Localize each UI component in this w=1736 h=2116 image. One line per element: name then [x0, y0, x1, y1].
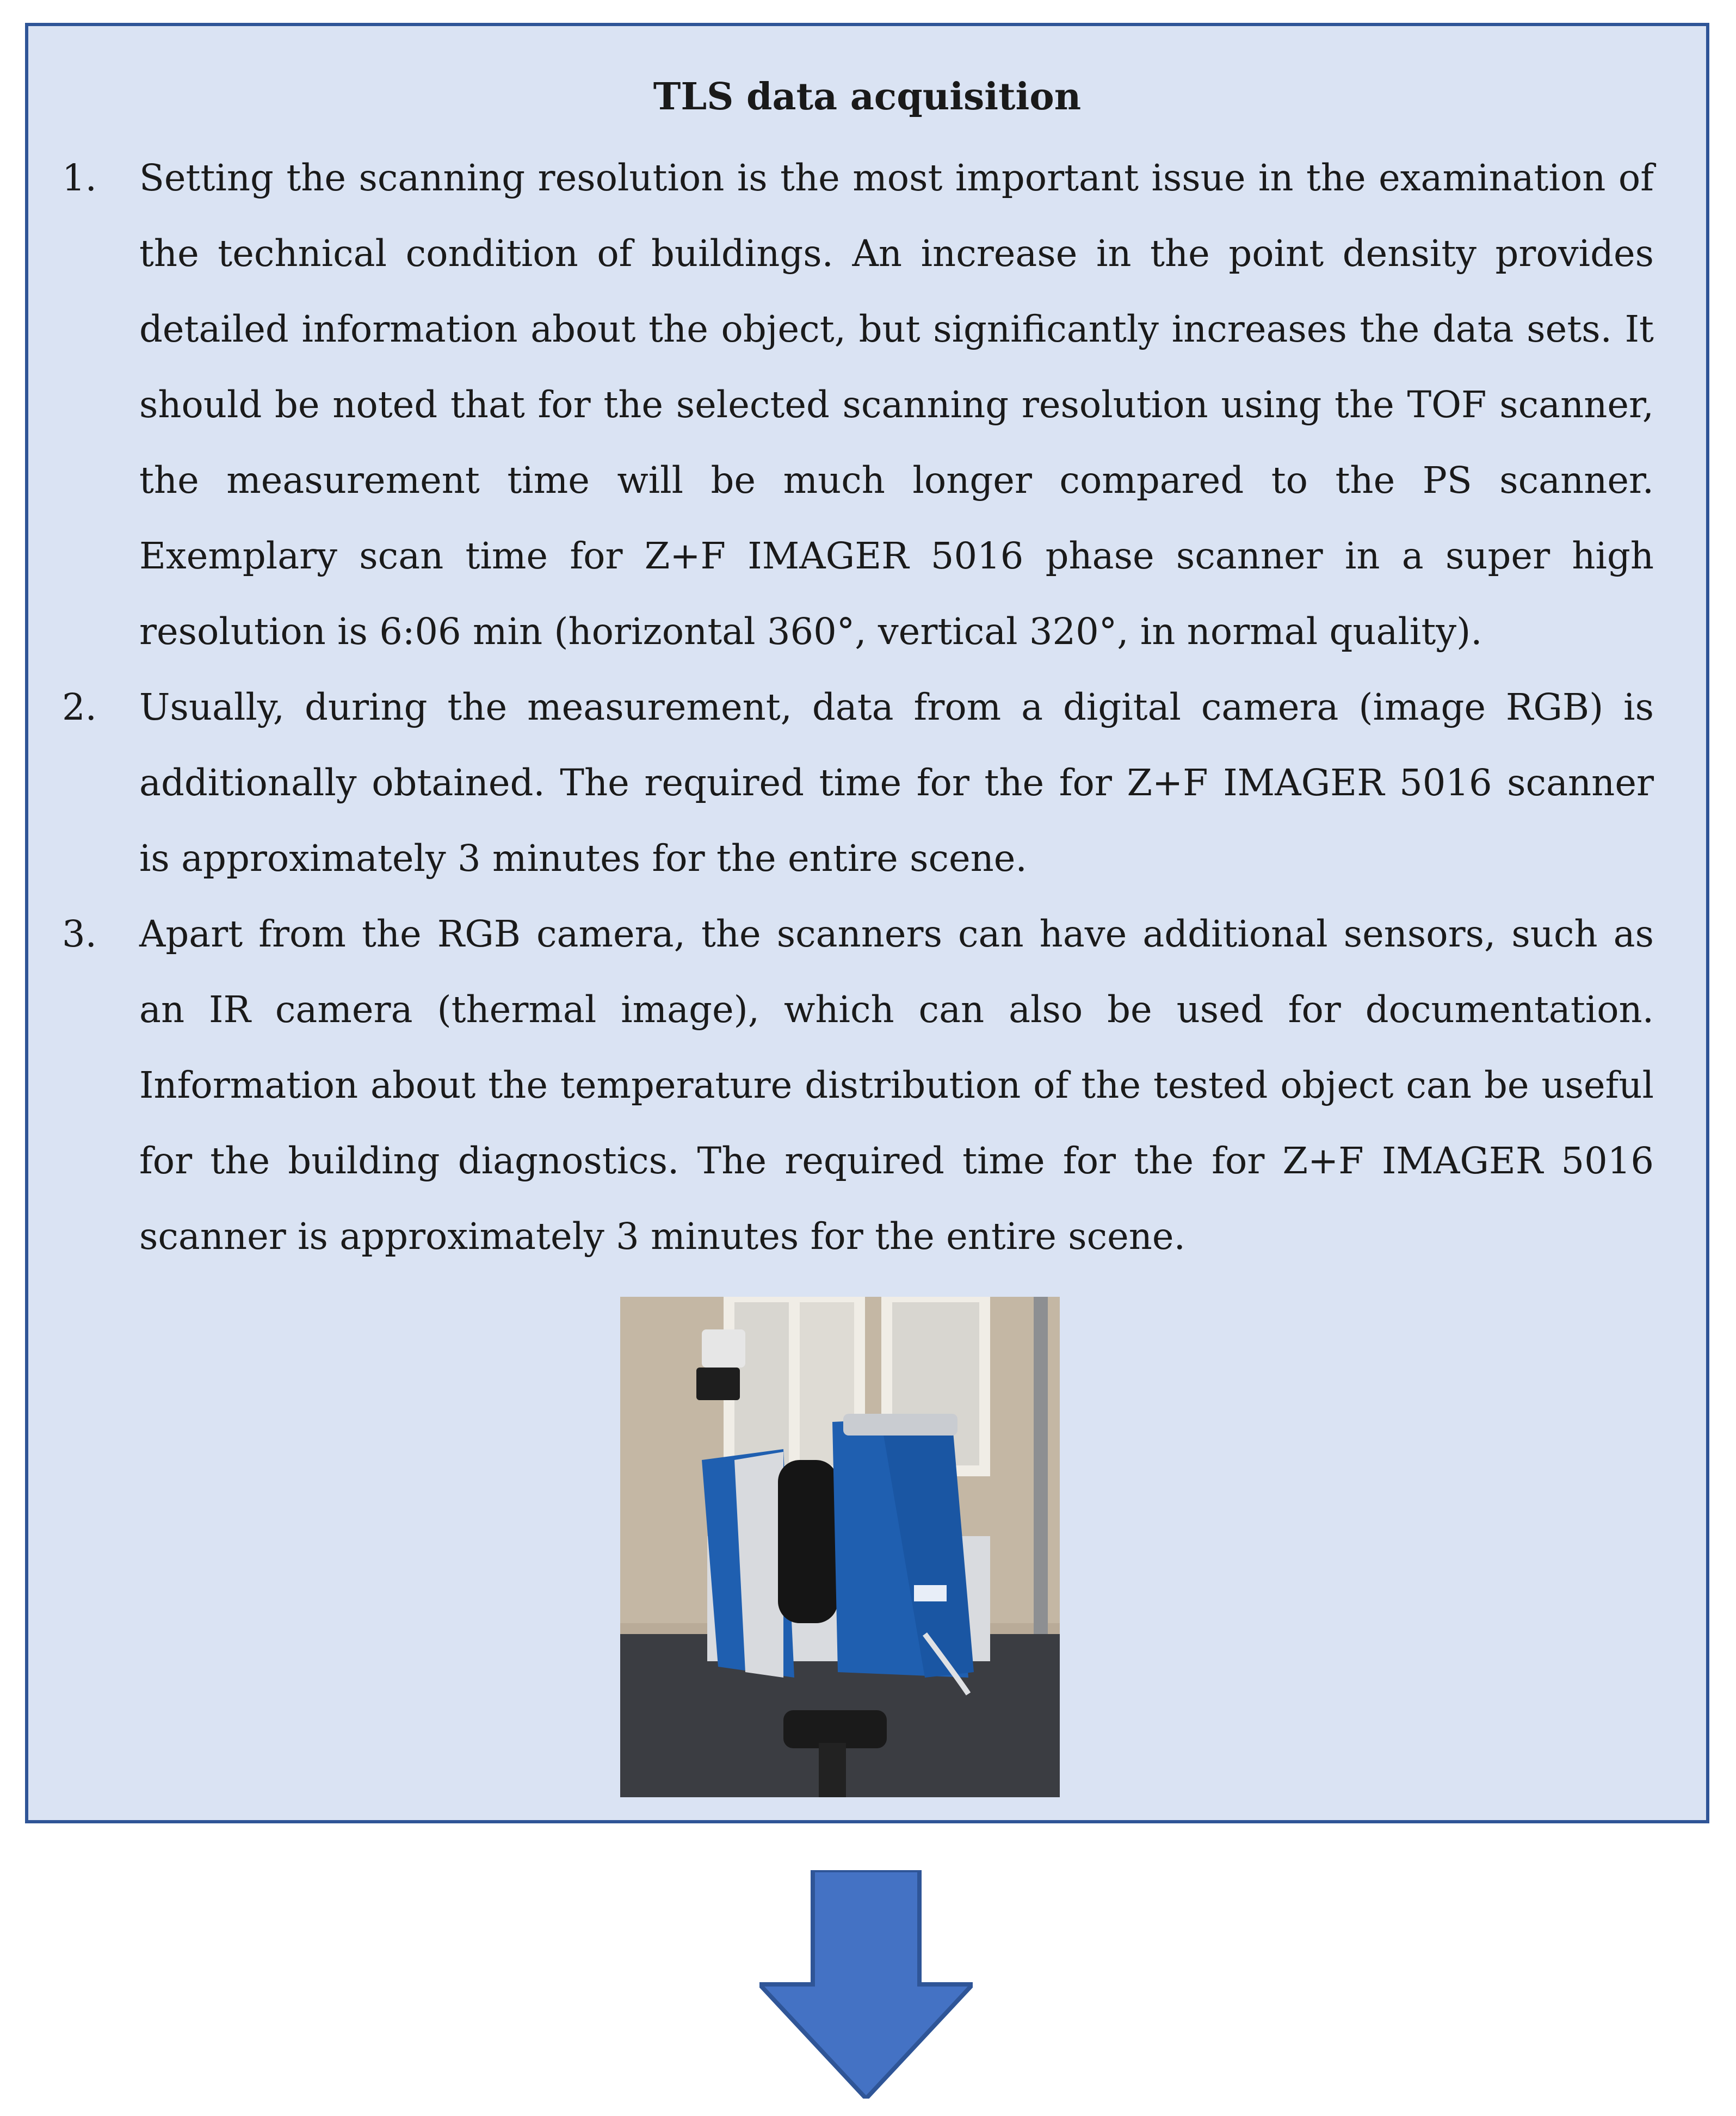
- step-number: 3.: [62, 913, 97, 955]
- step-number: 1.: [62, 157, 97, 199]
- laser-scanner-photo: [620, 1297, 1060, 1797]
- step-text: Setting the scanning resolution is the most important issue in the examination of the technical condition of buildings. An increase in the point density provides detailed information about the object, but significantly increases the data sets. It should be noted that for the selected scanning resolution using the TOF scanner, the measurement time will be much longer compared to the PS scanner. Exemplary scan time for Z+F IMAGER 5016 phase scanner in a super high resolution is 6:06 min (horizontal 360°, vertical 320°, in normal quality).: [139, 157, 1654, 653]
- box-title: TLS data acquisition: [653, 75, 1082, 119]
- tls-acquisition-box: [25, 23, 1709, 1823]
- arrow-shape: [759, 1870, 973, 2099]
- steps-list: [28, 140, 1706, 1274]
- step-2: [28, 670, 1706, 896]
- down-arrow-icon: [759, 1870, 973, 2099]
- step-text: Usually, during the measurement, data from a digital camera (image RGB) is additionally obtained. The required time for the for Z+F IMAGER 5016 scanner is approximately 3 minutes for the entire scene.: [139, 686, 1654, 880]
- step-text: Apart from the RGB camera, the scanners can have additional sensors, such as an IR camera (thermal image), which can also be used for documentation. Information about the temperature distribution of the tested object can be useful for the building diagnostics. The required time for the for Z+F IMAGER 5016 scanner is approximately 3 minutes for the entire scene.: [139, 913, 1654, 1258]
- step-3: [28, 896, 1706, 1274]
- step-number: 2.: [62, 686, 97, 728]
- step-1: [28, 140, 1706, 670]
- scanner-illustration: [620, 1297, 1060, 1797]
